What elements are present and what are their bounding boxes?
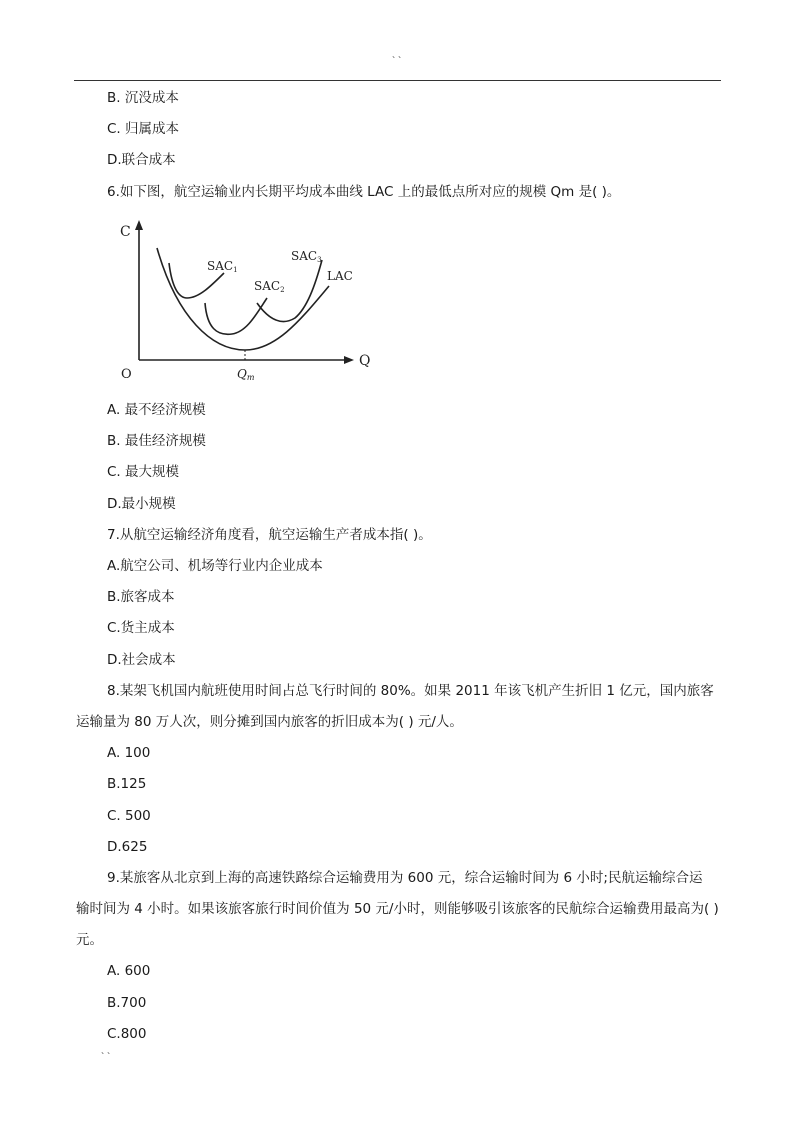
y-axis-arrow	[135, 220, 143, 230]
lac-label: LAC	[327, 269, 353, 283]
page-header-mark: ``	[390, 56, 404, 67]
y-axis-label: C	[120, 224, 131, 240]
q5-option-b: B. 沉没成本	[107, 90, 179, 106]
q6-option-a: A. 最不经济规模	[107, 402, 206, 418]
origin-label: O	[121, 367, 132, 382]
q9-option-b: B.700	[107, 995, 147, 1011]
q9-option-c: C.800	[107, 1026, 147, 1042]
q6-option-b: B. 最佳经济规模	[107, 433, 206, 449]
q9-option-a: A. 600	[107, 963, 151, 979]
q7-option-d: D.社会成本	[107, 652, 176, 668]
q7-stem: 7.从航空运输经济角度看，航空运输生产者成本指( )。	[107, 527, 432, 543]
cost-curve-figure	[117, 218, 379, 388]
q7-option-b: B.旅客成本	[107, 589, 175, 605]
sac1-label: SAC1	[207, 259, 238, 274]
x-axis-arrow	[344, 356, 354, 364]
q7-option-c: C.货主成本	[107, 620, 175, 636]
qm-label: Qm	[237, 367, 255, 382]
page-footer-mark: ``	[100, 1052, 113, 1063]
header-rule	[74, 80, 721, 81]
q5-option-c: C. 归属成本	[107, 121, 180, 137]
sac3-label: SAC3	[291, 249, 322, 264]
q8-option-b: B.125	[107, 776, 147, 792]
q5-option-d: D.联合成本	[107, 152, 176, 168]
q9-stem-line-1: 9.某旅客从北京到上海的高速铁路综合运输费用为 600 元，综合运输时间为 6 小时;民航运输综合运	[107, 870, 703, 886]
q8-option-d: D.625	[107, 839, 148, 855]
sac2-label: SAC2	[254, 279, 285, 294]
lac-curve	[157, 248, 329, 350]
q9-stem-line-2: 输时间为 4 小时。如果该旅客旅行时间价值为 50 元/小时，则能够吸引该旅客的民航综合运输费用最高为( )	[76, 901, 719, 917]
q8-stem-line-1: 8.某架飞机国内航班使用时间占总飞行时间的 80%。如果 2011 年该飞机产生折旧 1 亿元，国内旅客	[107, 683, 714, 699]
x-axis-label: Q	[359, 353, 371, 369]
q8-option-c: C. 500	[107, 808, 151, 824]
q6-option-c: C. 最大规模	[107, 464, 180, 480]
q6-option-d: D.最小规模	[107, 496, 176, 512]
q6-stem: 6.如下图，航空运输业内长期平均成本曲线 LAC 上的最低点所对应的规模 Qm 是( )。	[107, 184, 621, 200]
q9-stem-line-3: 元。	[76, 932, 103, 948]
q7-option-a: A.航空公司、机场等行业内企业成本	[107, 558, 323, 574]
q8-stem-line-2: 运输量为 80 万人次，则分摊到国内旅客的折旧成本为( ) 元/人。	[76, 714, 463, 730]
q8-option-a: A. 100	[107, 745, 151, 761]
